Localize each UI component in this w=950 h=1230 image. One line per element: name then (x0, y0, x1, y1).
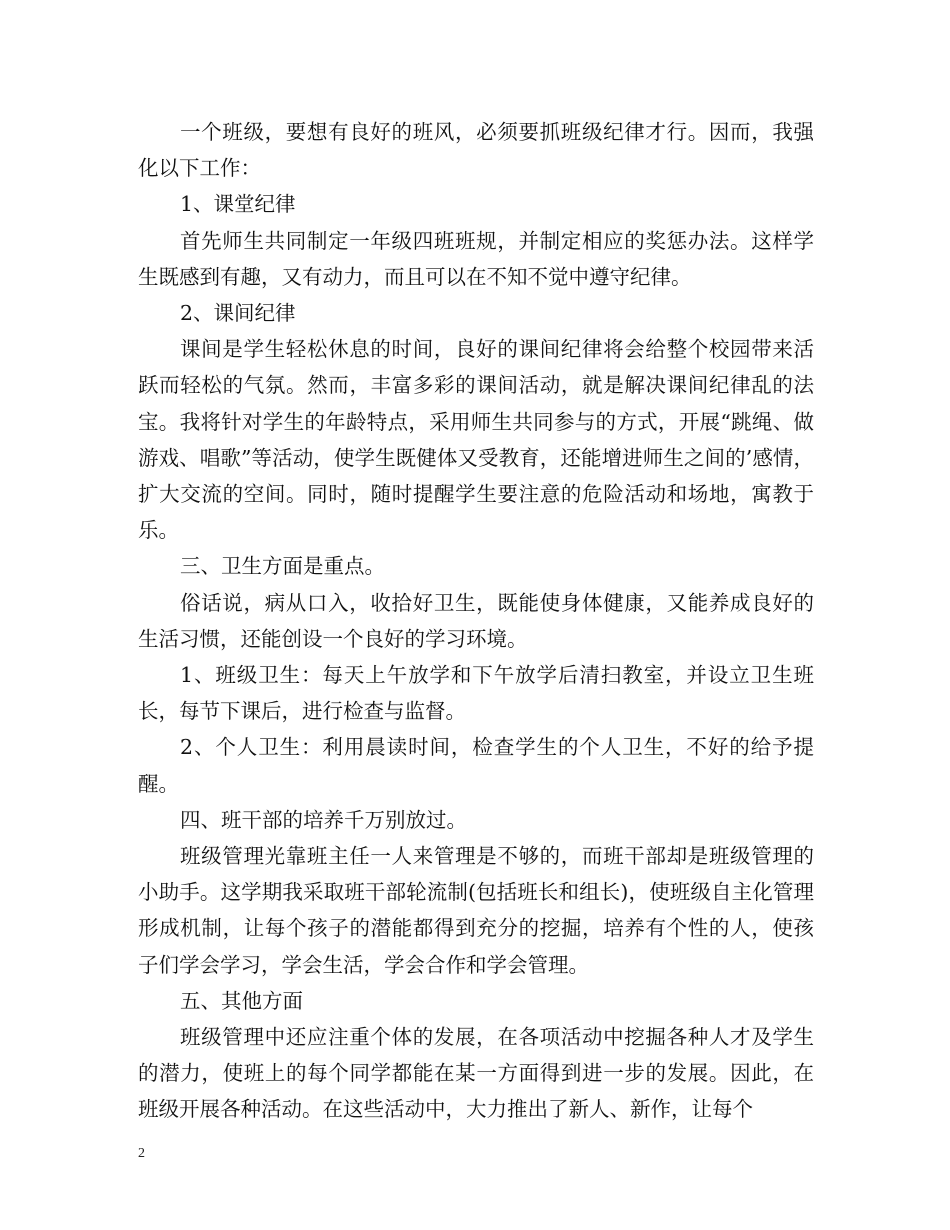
heading-classroom-discipline: 1、课堂纪律 (180, 192, 296, 217)
paragraph-other-aspects: 班级管理中还应注重个体的发展，在各项活动中挖掘各种人才及学生的潜力，使班上的每个同学都能在某一方面得到进一步的发展。因此，在班级开展各种活动。在这些活动中，大力推出了新人、新作，让每个 (138, 1025, 814, 1122)
paragraph-personal-hygiene: 2、个人卫生：利用晨读时间，检查学生的个人卫生，不好的给予提醒。 (138, 735, 814, 796)
paragraph-recess-discipline: 课间是学生轻松休息的时间，良好的课间纪律将会给整个校园带来活跃而轻松的气氛。然而，丰富多彩的课间活动，就是解决课间纪律乱的法宝。我将针对学生的年龄特点，采用师生共同参与的方式，开展“跳绳、做游戏、唱歌”等活动，使学生既健体又受教育，还能增进师生之间的’感情，扩大交流的空间。同时，随时提醒学生要注意的危险活动和场地，寓教于乐。 (138, 337, 814, 543)
paragraph-class-cadres: 班级管理光靠班主任一人来管理是不够的，而班干部却是班级管理的小助手。这学期我采取班干部轮流制(包括班长和组长)，使班级自主化管理形成机制，让每个孩子的潜能都得到充分的挖掘，培养有个性的人，使孩子们学会学习，学会生活，学会合作和学会管理。 (138, 844, 814, 977)
page-number: 2 (138, 1146, 145, 1161)
document-body (138, 114, 814, 1128)
paragraph-classroom-discipline: 首先师生共同制定一年级四班班规，并制定相应的奖惩办法。这样学生既感到有趣，又有动力，而且可以在不知不觉中遵守纪律。 (138, 228, 814, 289)
heading-hygiene: 三、卫生方面是重点。 (180, 554, 385, 579)
paragraph-intro: 一个班级，要想有良好的班风，必须要抓班级纪律才行。因而，我强化以下工作： (138, 120, 814, 181)
paragraph-hygiene: 俗话说，病从口入，收拾好卫生，既能使身体健康，又能养成良好的生活习惯，还能创设一个良好的学习环境。 (138, 590, 814, 651)
heading-recess-discipline: 2、课间纪律 (180, 301, 296, 326)
heading-class-cadres: 四、班干部的培养千万别放过。 (180, 807, 467, 832)
heading-other-aspects: 五、其他方面 (180, 988, 303, 1013)
paragraph-class-hygiene: 1、班级卫生：每天上午放学和下午放学后清扫教室，并设立卫生班长，每节下课后，进行检查与监督。 (138, 663, 814, 724)
